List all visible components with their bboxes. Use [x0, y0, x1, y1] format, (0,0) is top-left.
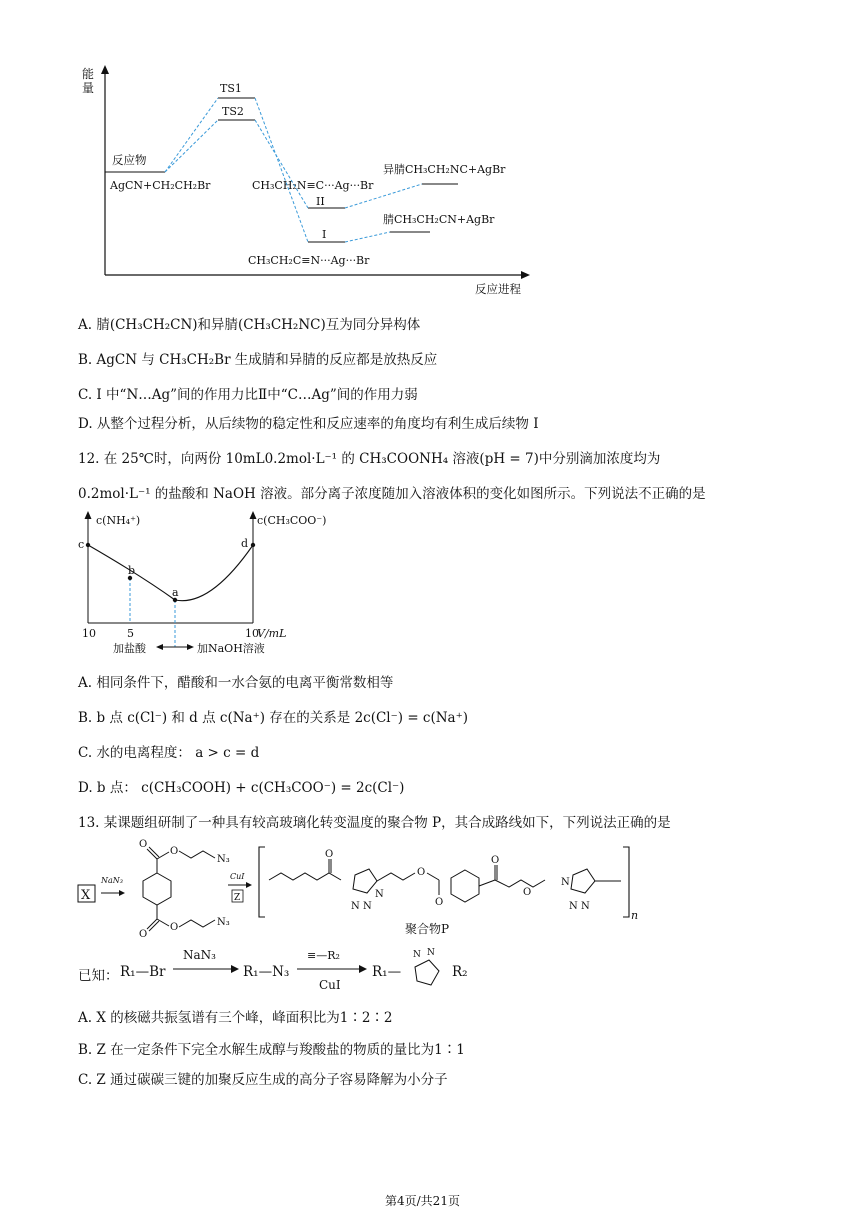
y-axis-label-top: 能 [82, 67, 95, 81]
q13-option-a: A. X 的核磁共振氢谱有三个峰，峰面积比为1∶2∶2 [78, 1010, 393, 1026]
ion-concentration-graph [70, 505, 360, 660]
y-axis-label-bottom: 量 [82, 81, 95, 95]
q13-stem: 13. 某课题组研制了一种具有较高玻璃化转变温度的聚合物 P，其合成路线如下，下列说法正确的是 [78, 815, 671, 831]
q11-option-b: B. AgCN 与 CH₃CH₂Br 生成腈和异腈的反应都是放热反应 [78, 352, 438, 368]
known-r1br: R₁—Br [120, 964, 166, 980]
q12-option-d: D. b 点： c(CH₃COOH) + c(CH₃COO⁻) = 2c(Cl⁻) [78, 780, 405, 796]
known-cui: CuI [319, 978, 341, 992]
svg-text:N: N [427, 948, 435, 958]
q11-option-c: C. I 中“N…Ag”间的作用力比Ⅱ中“C…Ag”间的作用力弱 [78, 387, 418, 403]
tick-left: 10 [82, 627, 96, 640]
tick-5: 5 [127, 627, 134, 640]
q13-option-b: B. Z 在一定条件下完全水解生成醇与羧酸盐的物质的量比为1∶1 [78, 1042, 465, 1058]
known-reaction-arrows [165, 945, 465, 1000]
n3-top: N₃ [217, 854, 230, 865]
svg-text:N: N [375, 889, 384, 900]
svg-text:O: O [139, 839, 148, 850]
intermediate-lower: CH₃CH₂C≡N···Ag···Br [248, 254, 370, 267]
synthesis-route [75, 835, 639, 945]
ts2-label: TS2 [222, 105, 244, 118]
q12-option-c: C. 水的电离程度： a > c = d [78, 745, 260, 761]
tick-right: 10 [245, 627, 259, 640]
polymer-n: n [631, 909, 639, 922]
q12-stem-line2: 0.2mol·L⁻¹ 的盐酸和 NaOH 溶液。部分离子浓度随加入溶液体积的变化如图所示。下列说法不正确的是 [78, 486, 706, 502]
label-hcl: 加盐酸 [113, 642, 146, 655]
right-axis-label: c(CH₃COO⁻) [257, 514, 327, 527]
svg-text:N: N [351, 901, 360, 912]
svg-text:N: N [569, 901, 578, 912]
box-z: Z [234, 893, 241, 903]
known-product-r1: R₁— [372, 964, 402, 980]
q12-option-b: B. b 点 c(Cl⁻) 和 d 点 c(Na⁺) 存在的关系是 2c(Cl⁻) = c(Na⁺) [78, 710, 468, 726]
box-x: X [81, 888, 91, 903]
svg-text:O: O [491, 855, 500, 866]
known-nan3: NaN₃ [183, 948, 216, 962]
known-r1n3: R₁—N₃ [243, 964, 290, 980]
q12-stem-line1: 12. 在 25℃时，向两份 10mL0.2mol·L⁻¹ 的 CH₃COONH₄ 溶液(pH = 7)中分别滴加浓度均为 [78, 451, 661, 467]
point-d: d [241, 537, 249, 550]
product-nitrile: 腈CH₃CH₂CN+AgBr [383, 213, 495, 226]
reactant-label: 反应物 [112, 153, 147, 167]
q12-option-a: A. 相同条件下，醋酸和一水合氨的电离平衡常数相等 [78, 675, 394, 691]
reagent-nan3: NaN₃ [101, 876, 123, 885]
known-alkyne: ≡—R₂ [307, 949, 340, 962]
n3-bottom: N₃ [217, 917, 230, 928]
known-label: 已知： [78, 968, 119, 984]
svg-text:O: O [170, 846, 179, 857]
reactant-formula: AgCN+CH₂CH₂Br [110, 179, 211, 192]
svg-text:N: N [581, 901, 590, 912]
point-b: b [128, 564, 136, 577]
left-axis-label: c(NH₄⁺) [96, 514, 141, 527]
page-footer: 第4页/共21页 [385, 1194, 460, 1208]
x-axis-label: 反应进程 [475, 282, 521, 296]
energy-diagram [60, 60, 540, 300]
svg-text:O: O [325, 849, 334, 860]
svg-text:O: O [435, 897, 444, 908]
svg-text:N: N [363, 901, 372, 912]
known-product-r2: R₂ [452, 964, 468, 980]
q11-option-a: A. 腈(CH₃CH₂CN)和异腈(CH₃CH₂NC)互为同分异构体 [78, 317, 421, 333]
ts1-label: TS1 [220, 82, 242, 95]
reagent-cui: CuI [230, 872, 245, 881]
q13-option-c: C. Z 通过碳碳三键的加聚反应生成的高分子容易降解为小分子 [78, 1072, 448, 1088]
x-unit: V/mL [257, 627, 287, 640]
intermediate-lower-label: I [322, 228, 327, 241]
svg-text:O: O [170, 922, 179, 933]
svg-text:N: N [413, 950, 421, 960]
polymer-label: 聚合物P [405, 922, 450, 936]
svg-text:N: N [561, 877, 570, 888]
intermediate-upper-label: II [316, 195, 325, 208]
product-iso: 异腈CH₃CH₂NC+AgBr [383, 163, 506, 176]
intermediate-upper: CH₃CH₂N≡C···Ag···Br [252, 179, 374, 192]
point-c: c [78, 538, 85, 551]
svg-text:O: O [417, 867, 426, 878]
label-naoh: 加NaOH溶液 [197, 642, 265, 655]
svg-text:O: O [523, 887, 532, 898]
q11-option-d: D. 从整个过程分析，从后续物的稳定性和反应速率的角度均有利生成后续物 I [78, 416, 539, 432]
point-a: a [172, 586, 179, 599]
svg-text:O: O [139, 929, 148, 940]
